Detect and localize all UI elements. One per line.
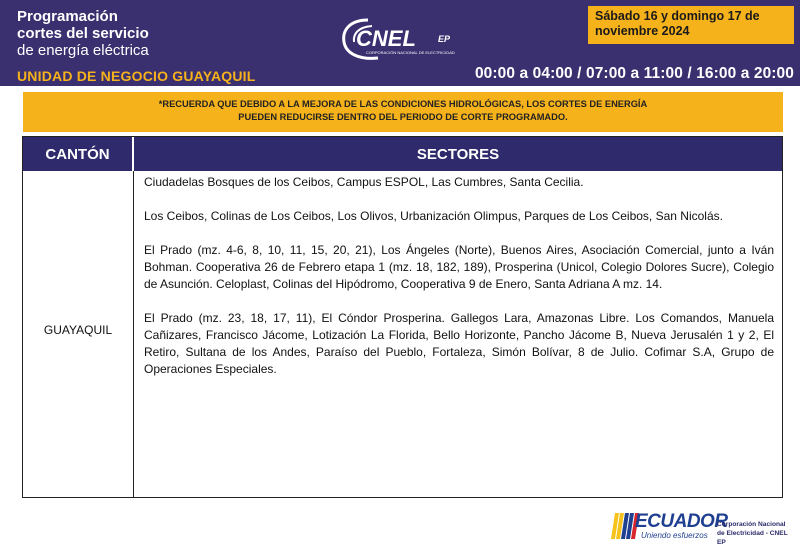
canton-cell: GUAYAQUIL xyxy=(43,323,113,337)
page-title xyxy=(17,8,149,59)
sector-group: Los Ceibos, Colinas de Los Ceibos, Los Olivos, Urbanización Olimpus, Parques de Los Ceibos, San Nicolás. xyxy=(144,209,723,223)
sectores-cell xyxy=(144,174,774,395)
corp-line-2: de Electricidad - CNEL EP xyxy=(717,530,788,546)
ecuador-wordmark: ECUADOR xyxy=(635,511,728,532)
date-line-1: Sábado 16 y domingo 17 de xyxy=(595,9,760,23)
notice-line-1: *RECUERDA QUE DEBIDO A LA MEJORA DE LAS CONDICIONES HIDROLÓGICAS, LOS CORTES DE ENERGÍA xyxy=(158,99,648,109)
sector-group: El Prado (mz. 4-6, 8, 10, 11, 15, 20, 21), Los Ángeles (Norte), Buenos Aires, Asociación Comercial, junto a Iván Bohman. Cooperativa 26 de Febrero etapa 1 (mz. 18, 182, 189), Prosperina (Unicol, Colegio Dolores Sucre), Colegio de Asunción. Celoplast, Colinas del Hipódromo, Cooperativa 9 de Enero, Santa Adriana A mz. 14. xyxy=(144,243,774,291)
ecuador-tagline: Uniendo esfuerzos xyxy=(641,531,708,540)
sector-group: Ciudadelas Bosques de los Ceibos, Campus ESPOL, Las Cumbres, Santa Cecilia. xyxy=(144,175,584,189)
title-line-1: Programación xyxy=(17,8,118,25)
column-divider xyxy=(133,171,134,497)
column-header-sectores: SECTORES xyxy=(134,137,782,171)
notice-line-2: PUEDEN REDUCIRSE DENTRO DEL PERIODO DE CORTE PROGRAMADO. xyxy=(238,112,568,122)
logo-text: CNEL xyxy=(356,26,416,51)
title-line-3: de energía eléctrica xyxy=(17,42,149,59)
business-unit-label: UNIDAD DE NEGOCIO GUAYAQUIL xyxy=(17,68,256,84)
column-header-canton: CANTÓN xyxy=(23,137,133,171)
outage-hours: 00:00 a 04:00 / 07:00 a 11:00 / 16:00 a 20:00 xyxy=(474,65,794,82)
notice-banner xyxy=(23,92,783,132)
outage-table xyxy=(22,136,783,498)
header-banner xyxy=(0,0,800,86)
sector-group: El Prado (mz. 23, 18, 17, 11), El Cóndor Prosperina. Gallegos Lara, Amazonas Libre. Los Comandos, Manuela Cañizares, Francisco Jácome, Lotización La Florida, Bello Horizonte, Pancho Jácome B, Nueva Jerusalén 1 y 2, El Retiro, Sultana de los Andes, Paraíso del Pueblo, Fortaleza, Simón Bolívar, 8 de Julio. Cofimar S.A, Grupo de Operaciones Especiales. xyxy=(144,311,774,376)
corporation-label xyxy=(717,520,791,547)
footer-logo xyxy=(611,509,791,545)
date-line-2: noviembre 2024 xyxy=(595,24,690,38)
date-box xyxy=(588,6,794,44)
title-line-2: cortes del servicio xyxy=(17,25,149,42)
cnel-logo xyxy=(338,14,473,64)
logo-subtitle: CORPORACIÓN NACIONAL DE ELECTRICIDAD xyxy=(366,50,455,55)
corp-line-1: Corporación Nacional xyxy=(717,521,786,528)
logo-suffix: EP xyxy=(438,34,451,44)
